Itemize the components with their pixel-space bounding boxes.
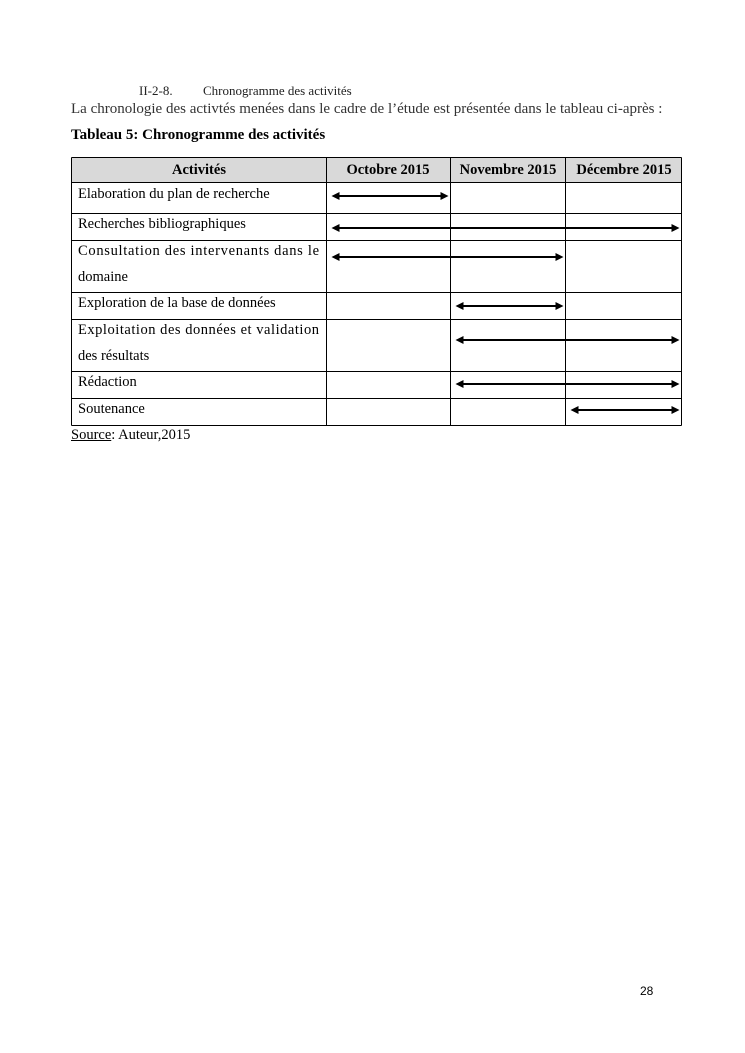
activity-duration-arrow [456, 380, 680, 388]
source-label: Source [71, 427, 112, 443]
source-note [71, 427, 190, 444]
arrowhead-left [332, 192, 340, 200]
header-october: Octobre 2015 [346, 162, 430, 178]
section-heading [139, 83, 352, 99]
arrowhead-left [571, 406, 579, 414]
activity-duration-arrow [456, 302, 564, 310]
header-activities: Activités [172, 162, 226, 178]
activity-label-line2: domaine [78, 269, 128, 285]
activity-3 [78, 243, 319, 285]
activity-label: Recherches bibliographiques [78, 216, 246, 232]
activity-label: Exploration de la base de données [78, 295, 276, 311]
header-december: Décembre 2015 [576, 162, 672, 178]
activity-duration-arrow [332, 253, 564, 261]
activity-duration-arrow [571, 406, 680, 414]
header-november: Novembre 2015 [459, 162, 557, 178]
intro-paragraph: La chronologie des activtés menées dans le cadre de l’étude est présentée dans le tableau ci-après : [71, 101, 663, 117]
timeline-bars [332, 192, 680, 414]
activity-2 [78, 216, 246, 232]
arrowhead-right [672, 380, 680, 388]
arrowhead-left [456, 302, 464, 310]
activity-label: Exploitation des données et validation [78, 322, 319, 338]
section-title: Chronogramme des activités [203, 83, 352, 98]
activity-6 [78, 374, 138, 390]
chronogram-table [71, 157, 682, 426]
page-number: 28 [640, 984, 654, 998]
arrowhead-left [456, 336, 464, 344]
section-number: II-2-8. [139, 83, 173, 98]
arrowhead-right [441, 192, 449, 200]
arrowhead-right [556, 302, 564, 310]
activity-label: Elaboration du plan de recherche [78, 186, 270, 202]
activity-duration-arrow [456, 336, 680, 344]
activity-duration-arrow [332, 224, 680, 232]
arrowhead-right [672, 224, 680, 232]
arrowhead-left [456, 380, 464, 388]
activity-7 [78, 401, 145, 417]
source-text: : Auteur,2015 [111, 427, 191, 443]
arrowhead-left [332, 224, 340, 232]
arrowhead-right [672, 406, 680, 414]
arrowhead-right [672, 336, 680, 344]
table-caption: Tableau 5: Chronogramme des activités [71, 127, 326, 143]
activity-4 [78, 295, 276, 311]
activity-5 [78, 322, 320, 364]
activity-1 [78, 186, 270, 202]
activity-label: Consultation des intervenants dans le [78, 243, 319, 259]
activity-duration-arrow [332, 192, 449, 200]
arrowhead-left [332, 253, 340, 261]
activity-label: Rédaction [78, 374, 137, 390]
arrowhead-right [556, 253, 564, 261]
activity-label-line2: des résultats [78, 348, 150, 364]
activity-label: Soutenance [78, 401, 145, 417]
